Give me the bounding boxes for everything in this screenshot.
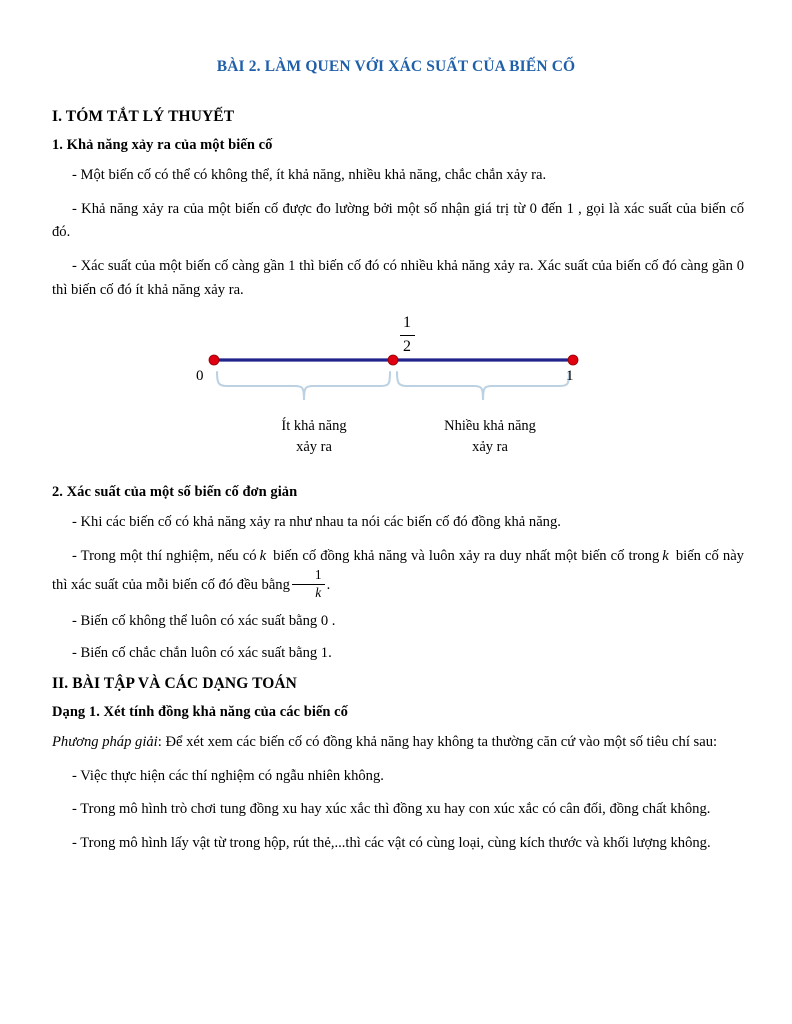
math-variable-k-1: k (259, 547, 267, 564)
point-marker-half (388, 355, 398, 365)
paragraph-1-1-b: - Khả năng xảy ra của một biến cố được đo lường bởi một số nhận giá trị từ 0 đến 1 , gọi là xác suất của biến cố đó. (52, 200, 744, 241)
heading-subsection-1-2: 2. Xác suất của một số biến cố đơn giản (52, 484, 298, 501)
point-marker-zero (209, 355, 219, 365)
fraction-denominator: k (315, 584, 322, 600)
paragraph-1-1-a: - Một biến cố có thể có không thể, ít khả năng, nhiều khả năng, chắc chắn xảy ra. (72, 167, 547, 183)
paragraph-1-2-d: - Biến cố chắc chắn luôn có xác suất bằng 1. (72, 645, 332, 662)
heading-section-1: I. TÓM TẮT LÝ THUYẾT (52, 108, 235, 125)
fraction-bar (400, 335, 415, 336)
midpoint-denominator: 2 (403, 337, 411, 355)
paragraph-1-2-b-part1: - Trong một thí nghiệm, nếu có (72, 547, 257, 564)
brace-label-right-line2: xảy ra (472, 438, 508, 455)
heading-subsection-1-1: 1. Khả năng xảy ra của một biến cố (52, 137, 273, 153)
paragraph-method (52, 731, 744, 755)
midpoint-fraction-label (382, 314, 432, 356)
paragraph-2-c: - Trong mô hình lấy vật từ trong hộp, rút thẻ,...thì các vật có cùng loại, cùng kích thước và khối lượng không. (72, 834, 711, 851)
brace-left (217, 372, 390, 400)
probability-number-line-figure (52, 312, 744, 470)
point-marker-one (568, 355, 578, 365)
brace-label-right (415, 416, 565, 457)
paragraph-1-2-a: - Khi các biến cố có khả năng xảy ra như nhau ta nói các biến cố đó đồng khả năng. (72, 514, 561, 531)
brace-label-left-line1: Ít khả năng (281, 418, 347, 435)
brace-label-left-line2: xảy ra (296, 438, 332, 455)
paragraph-1-2-b-part2: biến cố đồng khả năng và luôn xảy ra duy nhất một biến cố trong (273, 547, 660, 564)
midpoint-numerator: 1 (403, 314, 411, 332)
paragraph-1-2-b-part3: biến cố này thì xác suất của mỗi biến cố đó đều bằng (52, 547, 744, 594)
paragraph-1-2-b-part4: . (326, 577, 331, 594)
page-title: BÀI 2. LÀM QUEN VỚI XÁC SUẤT CỦA BIẾN CỐ (216, 58, 576, 75)
method-label: Phương pháp giải (52, 733, 158, 750)
paragraph-1-2-c: - Biến cố không thể luôn có xác suất bằng 0 . (72, 612, 336, 629)
brace-label-left (239, 416, 389, 457)
paragraph-1-1-c: - Xác suất của một biến cố càng gần 1 thì biến cố đó có nhiều khả năng xảy ra. Xác suất của biến cố đó càng gần 0 thì biến cố đó ít khả năng xảy ra. (52, 257, 744, 298)
heading-dang-1: Dạng 1. Xét tính đồng khả năng của các biến cố (52, 703, 348, 720)
fraction-numerator: 1 (314, 567, 322, 583)
axis-label-one: 1 (566, 368, 574, 385)
paragraph-2-a: - Việc thực hiện các thí nghiệm có ngẫu nhiên không. (72, 767, 384, 784)
paragraph-2-b: - Trong mô hình trò chơi tung đồng xu hay xúc xắc thì đồng xu hay con xúc xắc có cân đối, đồng chất không. (72, 801, 711, 818)
fraction-one-over-k (292, 568, 325, 599)
heading-section-2: II. BÀI TẬP VÀ CÁC DẠNG TOÁN (52, 674, 297, 692)
method-text: : Để xét xem các biến cố có đồng khả năng hay không ta thường căn cứ vào một số tiêu chí sau: (157, 733, 718, 750)
math-variable-k-2: k (662, 547, 669, 564)
brace-label-right-line1: Nhiều khả năng (444, 418, 536, 435)
brace-right (397, 372, 569, 400)
document-body (52, 108, 744, 866)
paragraph-1-2-b (52, 545, 744, 600)
axis-label-zero: 0 (196, 368, 204, 385)
